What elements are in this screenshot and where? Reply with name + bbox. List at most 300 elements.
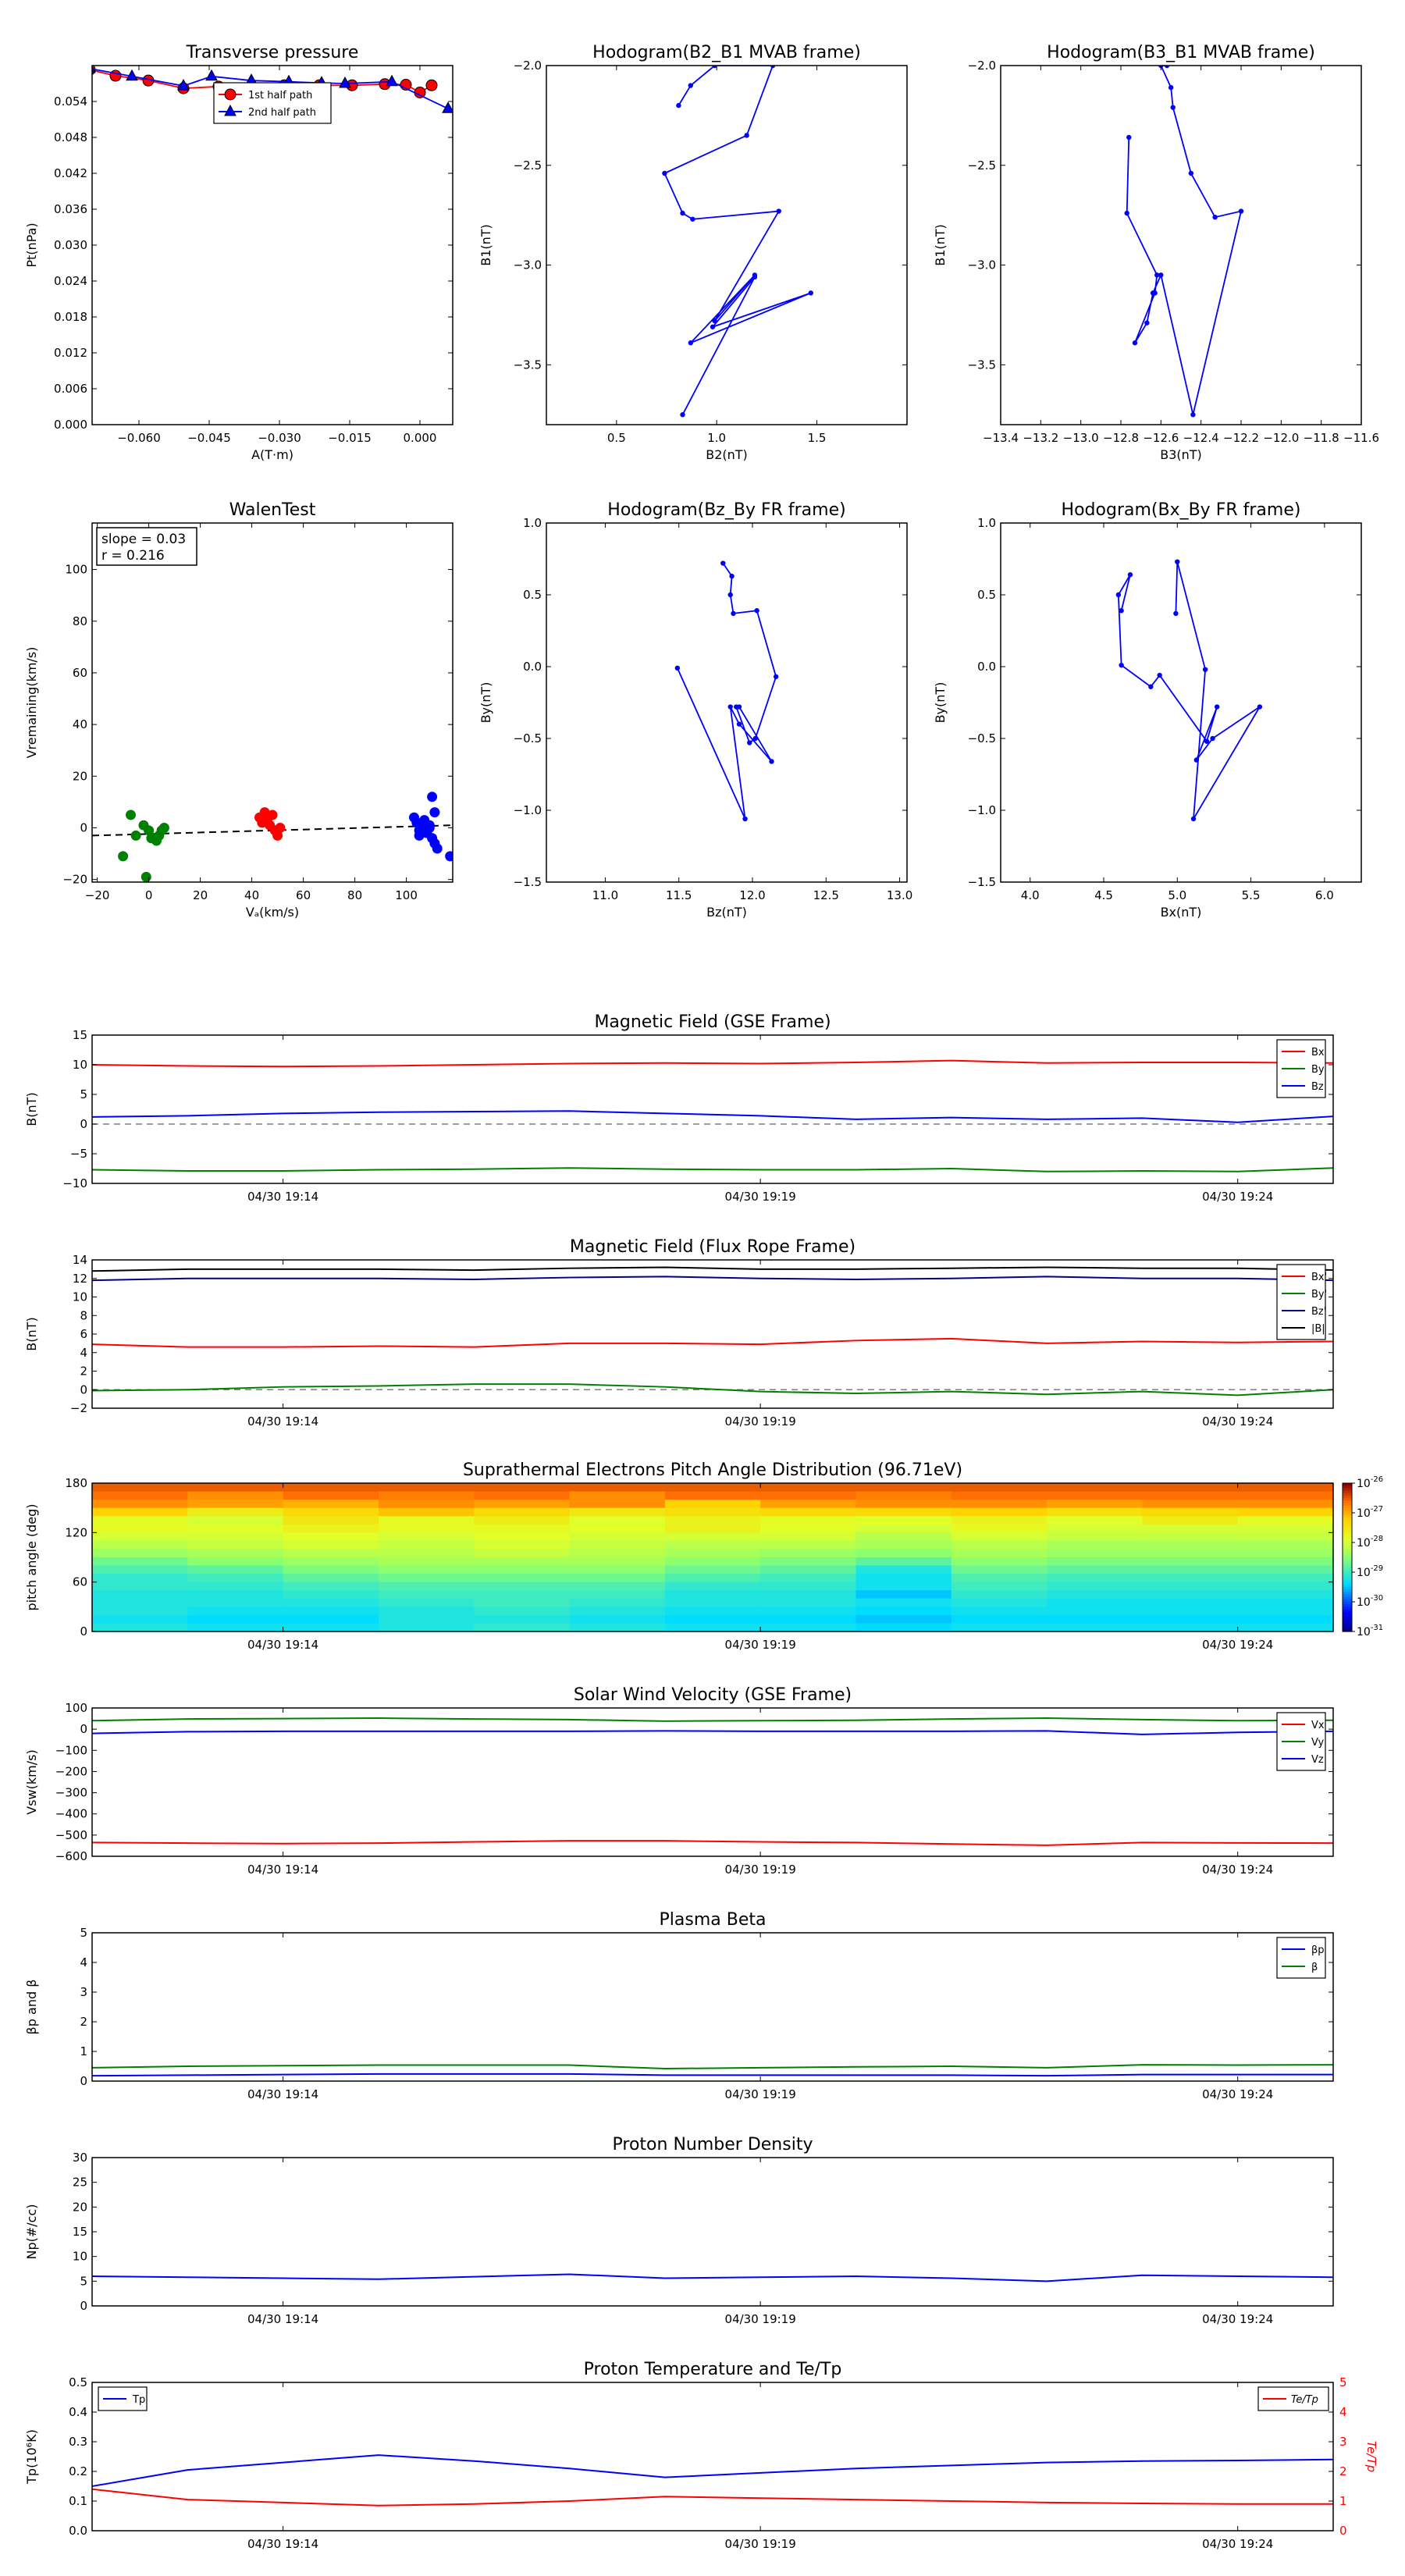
- y-tick-label: −5: [69, 1147, 87, 1161]
- y-tick-label: 4: [80, 1345, 87, 1360]
- heatmap-cell: [474, 1525, 570, 1533]
- heatmap-cell: [1142, 1606, 1238, 1615]
- y-axis-label: pitch angle (deg): [24, 1503, 39, 1611]
- plot-area: [92, 2274, 1333, 2281]
- chart-hodo_bz_by: [478, 500, 912, 920]
- data-point-6: [1239, 208, 1243, 213]
- y-tick-label: 0.048: [54, 130, 87, 144]
- heatmap-cell: [283, 1516, 379, 1525]
- heatmap-cell: [1238, 1623, 1334, 1631]
- y-tick-label: 0.000: [54, 418, 87, 432]
- y-axis: [62, 563, 453, 887]
- data-point-8: [777, 208, 781, 213]
- heatmap-cell: [665, 1483, 761, 1492]
- y-tick-label-right: 2: [1339, 2464, 1347, 2478]
- data-point-3: [206, 70, 217, 80]
- series-line: [92, 1276, 1333, 1280]
- x-tick-label: −13.0: [1062, 431, 1099, 445]
- y-tick-label: 60: [72, 1574, 87, 1589]
- x-axis-label: Bx(nT): [1160, 905, 1202, 920]
- heatmap-cell: [92, 1582, 188, 1591]
- heatmap-cell: [570, 1582, 666, 1591]
- x-tick-label: 04/30 19:24: [1202, 1190, 1274, 1204]
- chart-mag_gse: [24, 1012, 1333, 1204]
- data-point-6: [680, 211, 685, 215]
- plot-area: [92, 1483, 1334, 1632]
- heatmap-cell: [379, 1566, 475, 1574]
- heatmap-cell: [1238, 1492, 1334, 1500]
- y-tick-label: 0.5: [69, 2375, 87, 2389]
- chart-hodo_b2_b1: [478, 43, 907, 462]
- y-tick-label: 0: [80, 2299, 87, 2313]
- data-point-4: [744, 133, 749, 137]
- heatmap-cell: [1238, 1557, 1334, 1566]
- y-tick-label: 0: [80, 1722, 87, 1737]
- series-Vz: [92, 1731, 1333, 1735]
- axes-frame: [92, 1035, 1333, 1183]
- heatmap-cell: [855, 1590, 951, 1599]
- heatmap-cell: [1238, 1549, 1334, 1557]
- heatmap-cell: [1142, 1500, 1238, 1508]
- data-point-13: [1154, 272, 1159, 277]
- heatmap-cell: [951, 1557, 1048, 1566]
- heatmap-cell: [951, 1525, 1048, 1533]
- heatmap-cell: [570, 1508, 666, 1517]
- heatmap-cell: [570, 1566, 666, 1574]
- data-point-11: [688, 340, 693, 345]
- annotation-line: slope = 0.03: [101, 532, 187, 547]
- heatmap-cell: [92, 1615, 188, 1624]
- heatmap-cell: [1142, 1599, 1238, 1607]
- heatmap-cell: [665, 1623, 761, 1631]
- colorbar: [1343, 1475, 1383, 1638]
- series-Vx: [92, 1841, 1333, 1845]
- y-tick-label: −20: [62, 872, 87, 887]
- heatmap-cell: [570, 1500, 666, 1508]
- x-tick-label: 04/30 19:19: [724, 1863, 796, 1877]
- data-point-11: [146, 833, 156, 843]
- heatmap-cell: [187, 1606, 283, 1615]
- heatmap-cell: [474, 1500, 570, 1508]
- heatmap-cell: [951, 1492, 1048, 1500]
- heatmap-cell: [1047, 1483, 1143, 1492]
- heatmap-cell: [1142, 1532, 1238, 1541]
- y-tick-label: 0.2: [69, 2464, 87, 2478]
- y-axis: [69, 2375, 1333, 2538]
- series-0: [118, 809, 169, 881]
- plot-area: [1116, 559, 1262, 821]
- x-tick-label: 04/30 19:19: [724, 2537, 796, 2551]
- heatmap-cell: [1047, 1623, 1143, 1631]
- heatmap-cell: [760, 1590, 856, 1599]
- heatmap-cell: [570, 1516, 666, 1525]
- legend-label: Vz: [1311, 1754, 1324, 1766]
- y-tick-label: −2: [69, 1401, 87, 1415]
- heatmap-cell: [283, 1508, 379, 1517]
- heatmap-cell: [1047, 1532, 1143, 1541]
- legend: [1277, 1937, 1325, 1978]
- heatmap-cell: [187, 1492, 283, 1500]
- heatmap-cell: [760, 1532, 856, 1541]
- colorbar-tick-exponent: -28: [1370, 1535, 1384, 1543]
- heatmap-cell: [570, 1590, 666, 1599]
- data-point-12: [1152, 290, 1157, 295]
- heatmap-cell: [283, 1566, 379, 1574]
- heatmap-cell: [187, 1574, 283, 1582]
- heatmap-cell: [951, 1516, 1048, 1525]
- data-point-10: [1257, 704, 1262, 709]
- data-point-7: [747, 740, 752, 745]
- data-point-15: [680, 412, 685, 417]
- heatmap-cell: [92, 1574, 188, 1582]
- x-tick-label: −0.015: [328, 431, 372, 445]
- data-point-4: [1189, 171, 1193, 176]
- series-line: [92, 2455, 1333, 2486]
- heatmap-cell: [474, 1516, 570, 1525]
- y-axis-label: By(nT): [478, 681, 493, 724]
- y-tick-label: −0.5: [513, 731, 542, 745]
- heatmap-cell: [665, 1516, 761, 1525]
- heatmap-cell: [1238, 1606, 1334, 1615]
- x-tick-label: 0: [144, 888, 153, 902]
- heatmap-cell: [570, 1615, 666, 1624]
- heatmap-cell: [474, 1566, 570, 1574]
- heatmap-cell: [951, 1508, 1048, 1517]
- heatmap-cell: [951, 1582, 1048, 1591]
- heatmap-cell: [951, 1483, 1048, 1492]
- heatmap-cell: [951, 1541, 1048, 1550]
- heatmap-cell: [283, 1532, 379, 1541]
- y-axis-label: B1(nT): [933, 224, 948, 266]
- y-tick-label: 0: [80, 1382, 87, 1397]
- series-line: [664, 66, 810, 415]
- data-point-12: [427, 792, 437, 802]
- y-tick-label: 25: [72, 2175, 87, 2190]
- chart-proton_density: [24, 2135, 1333, 2326]
- heatmap-cell: [379, 1508, 475, 1517]
- y-tick-label: 0: [80, 2074, 87, 2088]
- y-tick-label: 120: [65, 1525, 87, 1540]
- y-tick-label: 6: [80, 1327, 87, 1341]
- y-axis: [73, 2151, 1333, 2313]
- heatmap-cell: [1047, 1599, 1143, 1607]
- heatmap-cell: [760, 1557, 856, 1566]
- heatmap-cell: [760, 1508, 856, 1517]
- y-tick-label: 60: [72, 665, 87, 680]
- axes-frame: [92, 2382, 1333, 2531]
- heatmap-cell: [379, 1582, 475, 1591]
- y-tick-label: 10: [72, 2249, 87, 2264]
- heatmap-cell: [92, 1492, 188, 1500]
- x-axis: [247, 1933, 1273, 2101]
- chart-title: Hodogram(Bz_By FR frame): [607, 500, 846, 520]
- heatmap-cell: [665, 1615, 761, 1624]
- heatmap-cell: [951, 1623, 1048, 1631]
- y-axis-label: Pt(nPa): [24, 222, 39, 268]
- heatmap-cell: [855, 1574, 951, 1582]
- heatmap-cell: [92, 1532, 188, 1541]
- legend-label: β: [1311, 1962, 1318, 1973]
- x-tick-label: 04/30 19:14: [247, 2312, 319, 2326]
- heatmap-cell: [283, 1549, 379, 1557]
- series-Te/Tp: [92, 2489, 1333, 2506]
- y-axis-label-right: Te/Tp: [1364, 2440, 1378, 2473]
- y-tick-label: 0.4: [69, 2405, 87, 2419]
- data-point-0: [126, 809, 136, 820]
- y-tick-label: 0.0: [69, 2524, 87, 2538]
- heatmap-cell: [474, 1532, 570, 1541]
- heatmap-cell: [92, 1549, 188, 1557]
- colorbar-tick-exponent: -26: [1370, 1475, 1384, 1484]
- heatmap-cell: [379, 1549, 475, 1557]
- legend-label: Vy: [1311, 1737, 1325, 1749]
- heatmap-cell: [379, 1500, 475, 1508]
- series-line: [92, 1731, 1333, 1735]
- heatmap-cell: [1238, 1532, 1334, 1541]
- y-axis-label: Vremaining(km/s): [24, 646, 39, 759]
- legend-label: Bx: [1311, 1047, 1325, 1059]
- data-point-11: [1191, 817, 1196, 821]
- x-tick-label: −0.030: [258, 431, 301, 445]
- chart-walen_test: [24, 500, 455, 920]
- legend-label: Tp: [133, 2394, 146, 2406]
- data-point-13: [1175, 559, 1179, 564]
- heatmap-cell: [1238, 1574, 1334, 1582]
- chart-transverse_pressure: [24, 43, 454, 462]
- y-tick-label: −500: [55, 1827, 87, 1842]
- heatmap-cell: [951, 1532, 1048, 1541]
- heatmap-cell: [760, 1516, 856, 1525]
- heatmap-cell: [665, 1508, 761, 1517]
- heatmap-cell: [474, 1541, 570, 1550]
- legend-label: |B|: [1311, 1323, 1325, 1335]
- y-axis: [54, 94, 453, 432]
- heatmap-cell: [855, 1606, 951, 1615]
- axes-frame: [546, 66, 907, 425]
- series-Bx: [92, 1061, 1333, 1067]
- data-point-2: [1168, 85, 1173, 90]
- y-tick-label: 0: [80, 1624, 87, 1638]
- data-point-14: [752, 275, 757, 279]
- legend-frame: [1277, 1937, 1325, 1978]
- x-tick-label: 11.0: [592, 888, 619, 902]
- series-β: [92, 2065, 1333, 2069]
- heatmap-cell: [1238, 1500, 1334, 1508]
- data-point-8: [1194, 757, 1199, 762]
- y-tick-label: 0.0: [523, 660, 542, 674]
- heatmap-cell: [1238, 1508, 1334, 1517]
- y-tick-label: 8: [80, 1308, 87, 1323]
- data-point-3: [731, 611, 735, 616]
- x-tick-label: 04/30 19:19: [724, 1190, 796, 1204]
- axes-frame: [92, 1933, 1333, 2081]
- legend-label: βp: [1311, 1944, 1325, 1956]
- y-tick-label: −1.5: [967, 875, 996, 889]
- heatmap-cell: [474, 1508, 570, 1517]
- heatmap-cell: [283, 1615, 379, 1624]
- x-axis: [247, 2158, 1273, 2326]
- chart-title: Proton Number Density: [612, 2135, 813, 2154]
- data-point-10: [262, 817, 272, 827]
- legend: [98, 2387, 147, 2411]
- heatmap-cell: [1142, 1566, 1238, 1574]
- heatmap-cell: [665, 1574, 761, 1582]
- y-tick-label: 80: [72, 614, 87, 628]
- x-tick-label: 0.5: [606, 431, 626, 445]
- heatmap-cell: [1238, 1615, 1334, 1624]
- heatmap-cell: [570, 1483, 666, 1492]
- heatmap-cell: [187, 1623, 283, 1631]
- x-tick-label: 04/30 19:14: [247, 2087, 319, 2101]
- y-tick-label: 5: [80, 1087, 87, 1101]
- heatmap-cell: [1142, 1582, 1238, 1591]
- series-line: [92, 1841, 1333, 1845]
- data-point-5: [774, 674, 778, 679]
- heatmap-cell: [855, 1516, 951, 1525]
- series-line: [1119, 562, 1260, 819]
- y-axis-label: Np(#/cc): [24, 2204, 39, 2260]
- x-tick-label: 04/30 19:14: [247, 1863, 319, 1877]
- x-tick-label: 13.0: [886, 888, 913, 902]
- heatmap-cell: [760, 1606, 856, 1615]
- x-tick-label: 6.0: [1314, 888, 1334, 902]
- y-tick-label: −600: [55, 1849, 87, 1863]
- x-tick-label: 12.0: [739, 888, 766, 902]
- heatmap-cell: [570, 1492, 666, 1500]
- data-point-10: [1144, 320, 1149, 325]
- y-tick-label: 20: [72, 769, 87, 784]
- y-axis: [968, 516, 1361, 889]
- heatmap-cell: [1238, 1525, 1334, 1533]
- legend: [1277, 1265, 1327, 1340]
- heatmap-cell: [1238, 1541, 1334, 1550]
- heatmap-cell: [283, 1541, 379, 1550]
- y-tick-label: 100: [65, 562, 87, 577]
- heatmap-cell: [283, 1500, 379, 1508]
- y-tick-label: −3.0: [513, 258, 542, 272]
- heatmap-cell: [1142, 1541, 1238, 1550]
- data-point-9: [1210, 736, 1215, 741]
- heatmap-cell: [951, 1500, 1048, 1508]
- x-tick-label: 04/30 19:19: [724, 1638, 796, 1652]
- data-point-13: [432, 843, 443, 853]
- heatmap-cell: [760, 1574, 856, 1582]
- heatmap-cell: [855, 1582, 951, 1591]
- heatmap-cell: [187, 1532, 283, 1541]
- y-tick-label: 5: [80, 1926, 87, 1940]
- series-line: [92, 2074, 1333, 2076]
- x-axis-label: Bz(nT): [706, 905, 747, 920]
- heatmap-cell: [92, 1557, 188, 1566]
- data-point-11: [425, 823, 435, 833]
- heatmap-cell: [474, 1582, 570, 1591]
- x-tick-label: −12.0: [1263, 431, 1300, 445]
- heatmap-cell: [855, 1557, 951, 1566]
- heatmap-cell: [760, 1492, 856, 1500]
- series-0: [662, 63, 813, 418]
- y-tick-label: 15: [72, 1028, 87, 1042]
- heatmap-cell: [855, 1566, 951, 1574]
- colorbar-tick-exponent: -29: [1370, 1564, 1384, 1573]
- y-tick-label: −3.5: [967, 358, 996, 372]
- heatmap-cell: [1047, 1590, 1143, 1599]
- data-point-0: [676, 103, 681, 108]
- y-tick-label: −200: [55, 1764, 87, 1779]
- y-tick-label: 10: [72, 1058, 87, 1072]
- heatmap-cell: [855, 1549, 951, 1557]
- colorbar-tick-label: $10^{-31}$: [1357, 1624, 1384, 1638]
- series-line: [92, 2065, 1333, 2069]
- axes-frame: [92, 1260, 1333, 1408]
- data-point-12: [728, 704, 733, 709]
- legend-label: Bz': [1311, 1306, 1327, 1318]
- heatmap-cell: [283, 1599, 379, 1607]
- data-point-14: [429, 807, 439, 817]
- data-point-15: [445, 851, 455, 861]
- heatmap-cell: [665, 1606, 761, 1615]
- heatmap-cell: [283, 1492, 379, 1500]
- legend: [1277, 1713, 1325, 1770]
- heatmap-cell: [855, 1623, 951, 1631]
- heatmap-cell: [665, 1541, 761, 1550]
- y-axis-label: Tp(10⁶K): [24, 2429, 39, 2484]
- heatmap-cell: [283, 1623, 379, 1631]
- heatmap-cell: [283, 1483, 379, 1492]
- x-tick-label: 04/30 19:14: [247, 1638, 319, 1652]
- heatmap-cell: [1047, 1574, 1143, 1582]
- heatmap-cell: [1047, 1557, 1143, 1566]
- heatmap-cell: [665, 1599, 761, 1607]
- x-axis: [247, 1035, 1273, 1204]
- y-tick-label: −1.5: [513, 875, 542, 889]
- series-0: [1125, 63, 1244, 418]
- series-line: [92, 2489, 1333, 2506]
- series-0: [1116, 559, 1262, 821]
- x-axis: [592, 523, 913, 902]
- heatmap-cell: [760, 1599, 856, 1607]
- heatmap-cell: [1142, 1557, 1238, 1566]
- heatmap-cell: [379, 1623, 475, 1631]
- y-tick-label: 0: [80, 1117, 87, 1131]
- heatmap-cell: [855, 1492, 951, 1500]
- data-point-1: [688, 83, 693, 87]
- heatmap-cell: [92, 1566, 188, 1574]
- x-tick-label: −11.8: [1303, 431, 1339, 445]
- y-axis: [62, 1028, 1333, 1190]
- legend-label: Te/Tp: [1291, 2394, 1318, 2406]
- heatmap-cell: [855, 1615, 951, 1624]
- chart-title: Plasma Beta: [659, 1910, 767, 1930]
- heatmap-cell: [1238, 1582, 1334, 1591]
- series-Bx': [92, 1339, 1333, 1347]
- series-Bz': [92, 1276, 1333, 1280]
- heatmap-cell: [379, 1525, 475, 1533]
- y-tick-label-right: 3: [1339, 2435, 1347, 2449]
- heatmap-cell: [665, 1549, 761, 1557]
- y-axis: [55, 1701, 1333, 1863]
- heatmap-cell: [187, 1590, 283, 1599]
- heatmap-cell: [570, 1599, 666, 1607]
- series-line: [678, 564, 776, 820]
- heatmap-cell: [474, 1615, 570, 1624]
- heatmap-cell: [283, 1606, 379, 1615]
- legend-label: Bx': [1311, 1272, 1328, 1283]
- heatmap-cell: [92, 1541, 188, 1550]
- heatmap-cell: [760, 1615, 856, 1624]
- y-tick-label: 0.012: [54, 346, 87, 360]
- y-tick-label: 5: [80, 2274, 87, 2289]
- data-point-14: [675, 666, 680, 671]
